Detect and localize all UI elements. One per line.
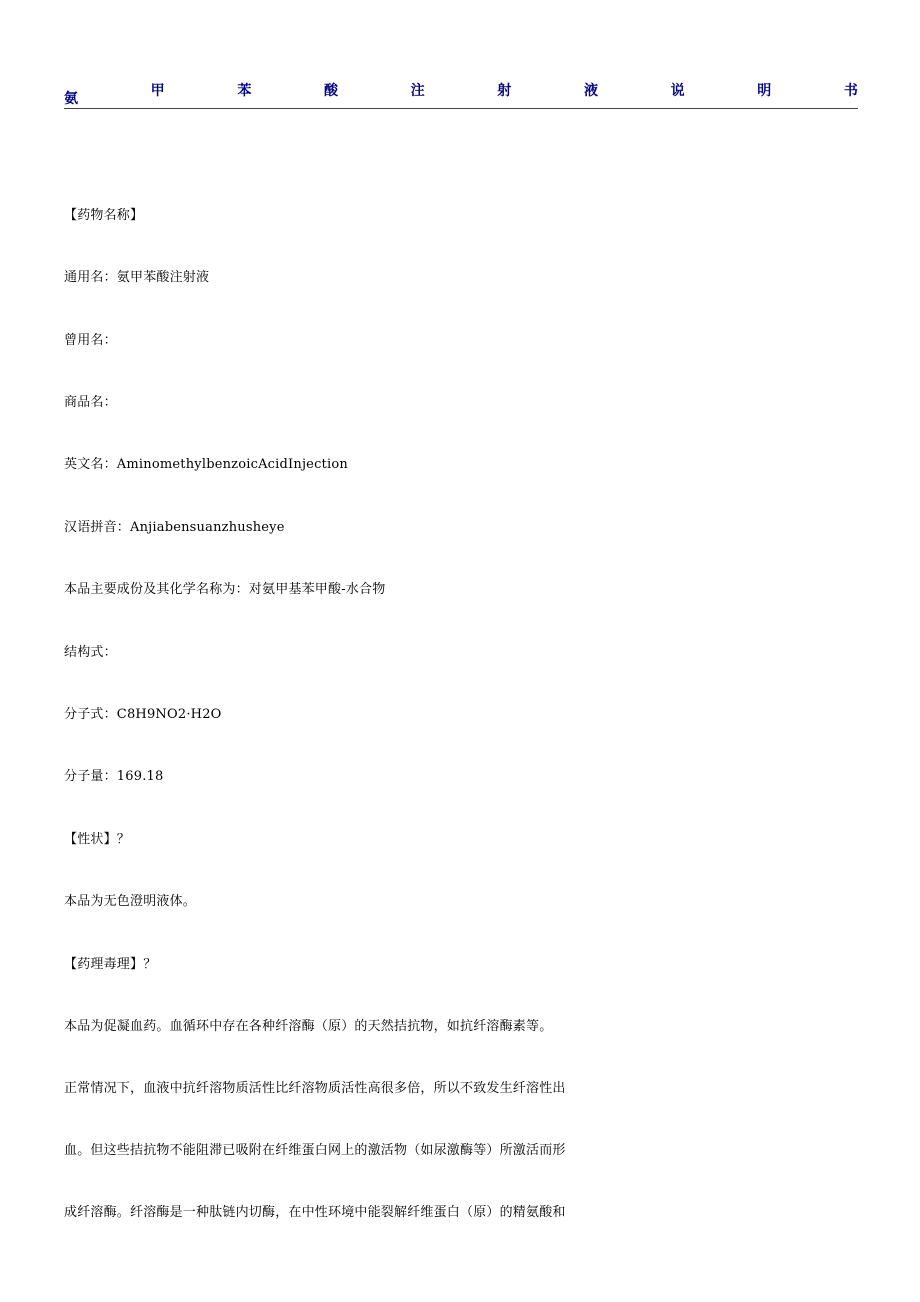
title-char: 酸 — [323, 83, 338, 99]
english-name-line: 英文名：AminomethylbenzoicAcidInjection — [64, 457, 348, 472]
title-char: 注 — [410, 83, 425, 99]
title-char: 苯 — [237, 83, 252, 99]
title-char: 液 — [583, 83, 598, 99]
title-char: 书 — [843, 83, 858, 99]
trade-name-line: 商品名： — [64, 395, 117, 410]
molecular-formula-line: 分子式：C8H9NO2·H2O — [64, 707, 222, 722]
pharmacology-paragraph-line: 正常情况下，血液中抗纤溶物质活性比纤溶物质活性高很多倍，所以不致发生纤溶性出 — [64, 1081, 566, 1096]
generic-name-line: 通用名：氨甲苯酸注射液 — [64, 270, 210, 285]
pharmacology-paragraph-line: 成纤溶酶。纤溶酶是一种肽链内切酶，在中性环境中能裂解纤维蛋白（原）的精氨酸和 — [64, 1205, 566, 1220]
former-name-line: 曾用名： — [64, 333, 117, 348]
title-char: 说 — [670, 83, 685, 99]
structure-line: 结构式： — [64, 645, 117, 660]
title-char: 氨 — [64, 91, 78, 107]
pharmacology-paragraph-line: 本品为促凝血药。血循环中存在各种纤溶酶（原）的天然拮抗物，如抗纤溶酶素等。 — [64, 1019, 553, 1034]
section-heading-pharmacology: 【药理毒理】？ — [64, 957, 157, 972]
title-char: 明 — [757, 83, 772, 99]
pinyin-line: 汉语拼音：Anjiabensuanzhusheye — [64, 520, 285, 535]
properties-text: 本品为无色澄明液体。 — [64, 894, 197, 909]
chemical-name-line: 本品主要成份及其化学名称为：对氨甲基苯甲酸-水合物 — [64, 582, 386, 597]
section-heading-properties: 【性状】？ — [64, 832, 131, 847]
pharmacology-paragraph-line: 血。但这些拮抗物不能阻滞已吸附在纤维蛋白网上的激活物（如尿激酶等）所激活而形 — [64, 1143, 566, 1158]
section-heading-drug-name: 【药物名称】 — [64, 208, 144, 223]
document-title — [64, 78, 858, 109]
title-char: 甲 — [150, 83, 165, 99]
molecular-weight-line: 分子量：169.18 — [64, 769, 164, 784]
title-char: 射 — [497, 83, 512, 99]
